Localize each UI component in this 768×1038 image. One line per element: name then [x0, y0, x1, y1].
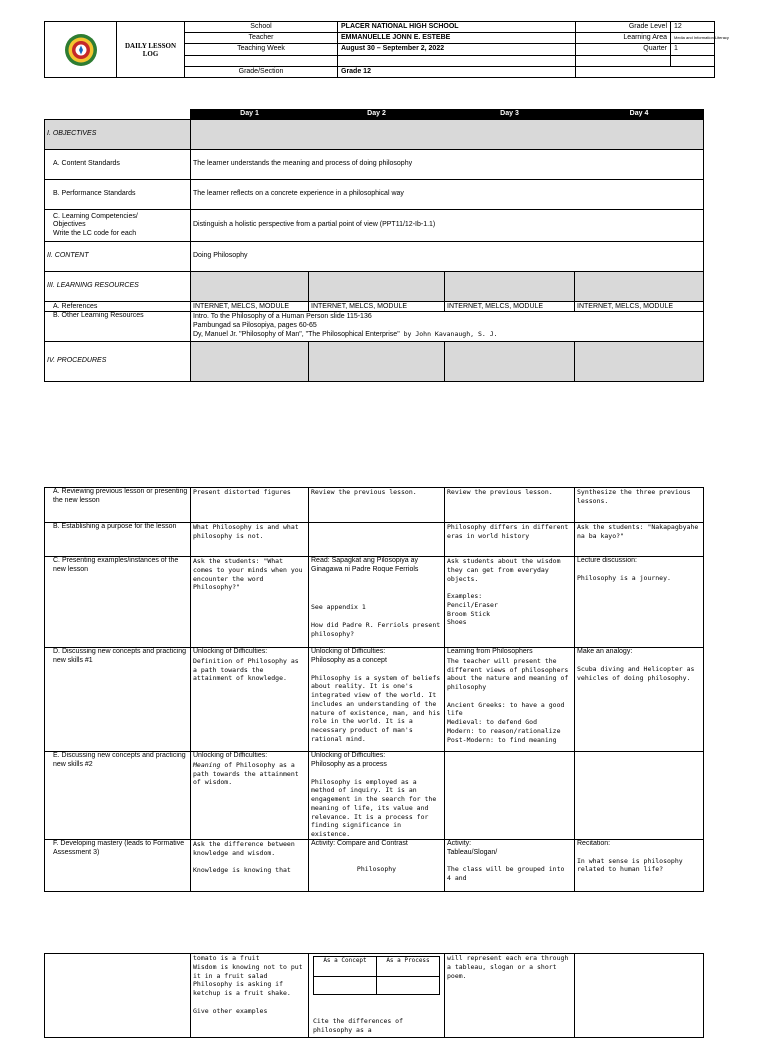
cell-title: Activity: Compare and Contrast [311, 839, 408, 847]
reference-cell: INTERNET, MELCS, MODULE [445, 302, 575, 312]
blank-cell [576, 55, 671, 66]
section-fill [445, 342, 575, 382]
grade-section-label: Grade/Section [185, 66, 338, 77]
procedure-c-label: C. Presenting examples/instances of the new lesson [45, 557, 191, 648]
teacher-label: Teacher [185, 33, 338, 44]
day-header: Day 4 [575, 110, 704, 120]
procedure-cell: Ask the difference between knowledge and wisdom. Knowledge is knowing that [191, 839, 309, 891]
procedure-cell: Philosophy differs in different eras in world history [445, 523, 575, 557]
quarter-label: Quarter [576, 44, 671, 55]
procedure-cell [191, 752, 309, 840]
other-resources-cell [191, 312, 704, 342]
section-fill [191, 120, 704, 150]
cell-title: Unlocking of Difficulties: [311, 648, 386, 655]
section-heading: I. OBJECTIVES [45, 120, 191, 150]
procedure-cell [445, 752, 575, 840]
other-resource-line: Intro. To the Philosophy of a Human Person slide 115-136 [193, 313, 372, 320]
continuation-table [44, 953, 704, 1038]
procedure-cell [575, 752, 704, 840]
cell-title: Unlocking of Difficulties: [311, 752, 386, 759]
procedure-cell: Synthesize the three previous lessons. [575, 488, 704, 523]
procedure-d-label: D. Discussing new concepts and practicing new skills #1 [45, 648, 191, 752]
procedure-cell [575, 557, 704, 648]
cell-text: Definition of Philosophy as a path towards the attainment of knowledge. [193, 656, 299, 683]
procedures-heading: IV. PROCEDURES [45, 342, 191, 382]
cell-text: See appendix 1 [311, 602, 366, 611]
cell-subtitle: Philosophy as a concept [311, 656, 387, 664]
other-resource-line: by John Kavanaugh, S. J. [399, 330, 498, 339]
day-header: Day 1 [191, 110, 309, 120]
week-value: August 30 – September 2, 2022 [338, 44, 576, 55]
procedure-cell [191, 648, 309, 752]
competencies-text: Distinguish a holistic perspective from a partial point of view (PPT11/12-Ib-1.1) [191, 210, 704, 242]
other-resources-label: B. Other Learning Resources [45, 312, 191, 342]
cell-title: Activity: [447, 839, 472, 847]
section-fill [575, 272, 704, 302]
grade-level-value: 12 [671, 22, 715, 33]
procedure-f-continued [45, 954, 191, 1038]
section-fill [445, 272, 575, 302]
compare-table [313, 956, 440, 995]
performance-standards-text: The learner reflects on a concrete experience in a philosophical way [191, 180, 704, 210]
content-text: Doing Philosophy [191, 242, 704, 272]
procedure-cell [575, 648, 704, 752]
quarter-value: 1 [671, 44, 715, 55]
corner-cell [45, 110, 191, 120]
content-heading: II. CONTENT [45, 242, 191, 272]
procedure-cell [309, 648, 445, 752]
procedure-cell: Ask students about the wisdom they can get from everyday objects. Examples: Pencil/Eraser Broom Stick Shoes [445, 557, 575, 648]
procedure-cell: will represent each era through a tableau, slogan or a short poem. [445, 954, 575, 1038]
reference-cell: INTERNET, MELCS, MODULE [575, 302, 704, 312]
cell-text: Philosophy is a journey. [577, 573, 671, 582]
resources-heading: III. LEARNING RESOURCES [45, 272, 191, 302]
learning-area-value: Media and Information Literacy [671, 33, 715, 44]
performance-standards-label: B. Performance Standards [45, 180, 191, 210]
procedure-f-label: F. Developing mastery (leads to Formative Assessment 3) [45, 839, 191, 891]
week-label: Teaching Week [185, 44, 338, 55]
day-header: Day 3 [445, 110, 575, 120]
cell-title: Read: Sapagkat ang Pilosopiya ay Ginagawa ni Padre Roque Ferriols [311, 557, 419, 573]
cell-emphasis: Meaning [193, 760, 221, 769]
other-resource-line: Pambungad sa Pilosopiya, pages 60-65 [193, 322, 317, 330]
content-standards-label: A. Content Standards [45, 150, 191, 180]
cell-text: The class will be grouped into 4 and [447, 865, 565, 883]
school-label: School [185, 22, 338, 33]
cell-text: of Philosophy as a path towards the attainment of wisdom. [193, 760, 299, 787]
procedure-cell [309, 839, 445, 891]
procedure-cell: Present distorted figures [191, 488, 309, 523]
cell-subtitle: Tableau/Slogan/ [447, 848, 498, 856]
compare-blank [314, 977, 377, 995]
procedure-cell [309, 557, 445, 648]
cell-text: How did Padre R. Ferriols present philosophy? [311, 621, 441, 639]
process-header: As a Process [377, 957, 440, 977]
cell-text: Cite the differences of philosophy as a [313, 1017, 404, 1034]
school-seal-icon [64, 33, 98, 67]
grade-level-label: Grade Level [576, 22, 671, 33]
learning-area-label: Learning Area [576, 33, 671, 44]
cell-title: Learning from Philosophers [447, 648, 533, 655]
blank-cell [185, 55, 338, 66]
cell-text: Philosophy [356, 864, 397, 873]
procedure-a-label: A. Reviewing previous lesson or presenting the new lesson [45, 488, 191, 523]
cell-title: Unlocking of Difficulties: [193, 648, 268, 655]
procedure-cell: Ask the students: "Nakapagbyahe na ba kayo?" [575, 523, 704, 557]
cell-title: Lecture discussion: [577, 557, 637, 564]
school-value: PLACER NATIONAL HIGH SCHOOL [338, 22, 576, 33]
compare-cell [309, 954, 445, 1038]
cell-title: Unlocking of Difficulties: [193, 752, 268, 759]
document-title: DAILY LESSON LOG [117, 22, 185, 78]
section-fill [309, 342, 445, 382]
blank-cell [338, 55, 576, 66]
procedure-b-label: B. Establishing a purpose for the lesson [45, 523, 191, 557]
cell-text: The teacher will present the different views of philosophers about the nature and meaning of philosophy Ancient Greeks: to have a good life Medieval: to defend God Modern: to reason/rationalize Post-Modern: to find meaning [447, 656, 569, 744]
procedure-cell [445, 839, 575, 891]
header-table [44, 21, 729, 78]
teacher-value: EMMANUELLE JONN E. ESTEBE [338, 33, 576, 44]
grade-section-value: Grade 12 [338, 66, 576, 77]
section-fill [575, 342, 704, 382]
logo-cell [45, 22, 117, 78]
procedure-cell [575, 954, 704, 1038]
cell-text: Scuba diving and Helicopter as vehicles of doing philosophy. [577, 664, 695, 682]
blank-cell [671, 55, 715, 66]
procedure-cell [445, 648, 575, 752]
procedure-cell: Review the previous lesson. [445, 488, 575, 523]
cell-subtitle: Philosophy as a process [311, 760, 387, 768]
procedures-table [44, 487, 704, 892]
blank-cell [576, 66, 715, 77]
day-header: Day 2 [309, 110, 445, 120]
procedure-cell: tomato is a fruit Wisdom is knowing not to put it in a fruit salad Philosophy is asking if ketchup is a fruit shake. Give other examples [191, 954, 309, 1038]
reference-cell: INTERNET, MELCS, MODULE [309, 302, 445, 312]
content-standards-text: The learner understands the meaning and process of doing philosophy [191, 150, 704, 180]
cell-title: Make an analogy: [577, 648, 633, 655]
compare-blank [377, 977, 440, 995]
procedure-cell: Ask the students: "What comes to your minds when you encounter the word Philosophy?" [191, 557, 309, 648]
references-label: A. References [45, 302, 191, 312]
procedure-e-label: E. Discussing new concepts and practicing new skills #2 [45, 752, 191, 840]
cell-text: In what sense is philosophy related to human life? [577, 856, 683, 874]
other-resource-line: Dy, Manuel Jr. "Philosophy of Man", "The Philosophical Enterprise" [193, 331, 400, 339]
cell-text: Philosophy is a system of beliefs about reality. It is one's integrated view of the world. It includes an understanding of the nature of existence, man, and his role in the world. It is a necessary product of man's rational mind. [311, 673, 441, 743]
section-fill [191, 272, 309, 302]
procedure-cell [575, 839, 704, 891]
procedure-cell [309, 752, 445, 840]
cell-title: Recitation: [577, 839, 611, 847]
cell-text: Philosophy is employed as a method of inquiry. It is an engagement in the search for the meaning of life, its value and relevance. It is a process for finding significance in existence. [311, 777, 437, 839]
reference-cell: INTERNET, MELCS, MODULE [191, 302, 309, 312]
concept-header: As a Concept [314, 957, 377, 977]
procedure-cell: What Philosophy is and what philosophy is not. [191, 523, 309, 557]
procedure-cell: Review the previous lesson. [309, 488, 445, 523]
section-fill [309, 272, 445, 302]
competencies-label: C. Learning Competencies/ Objectives Write the LC code for each [45, 210, 191, 242]
objectives-table [44, 109, 704, 382]
section-fill [191, 342, 309, 382]
procedure-cell [309, 523, 445, 557]
